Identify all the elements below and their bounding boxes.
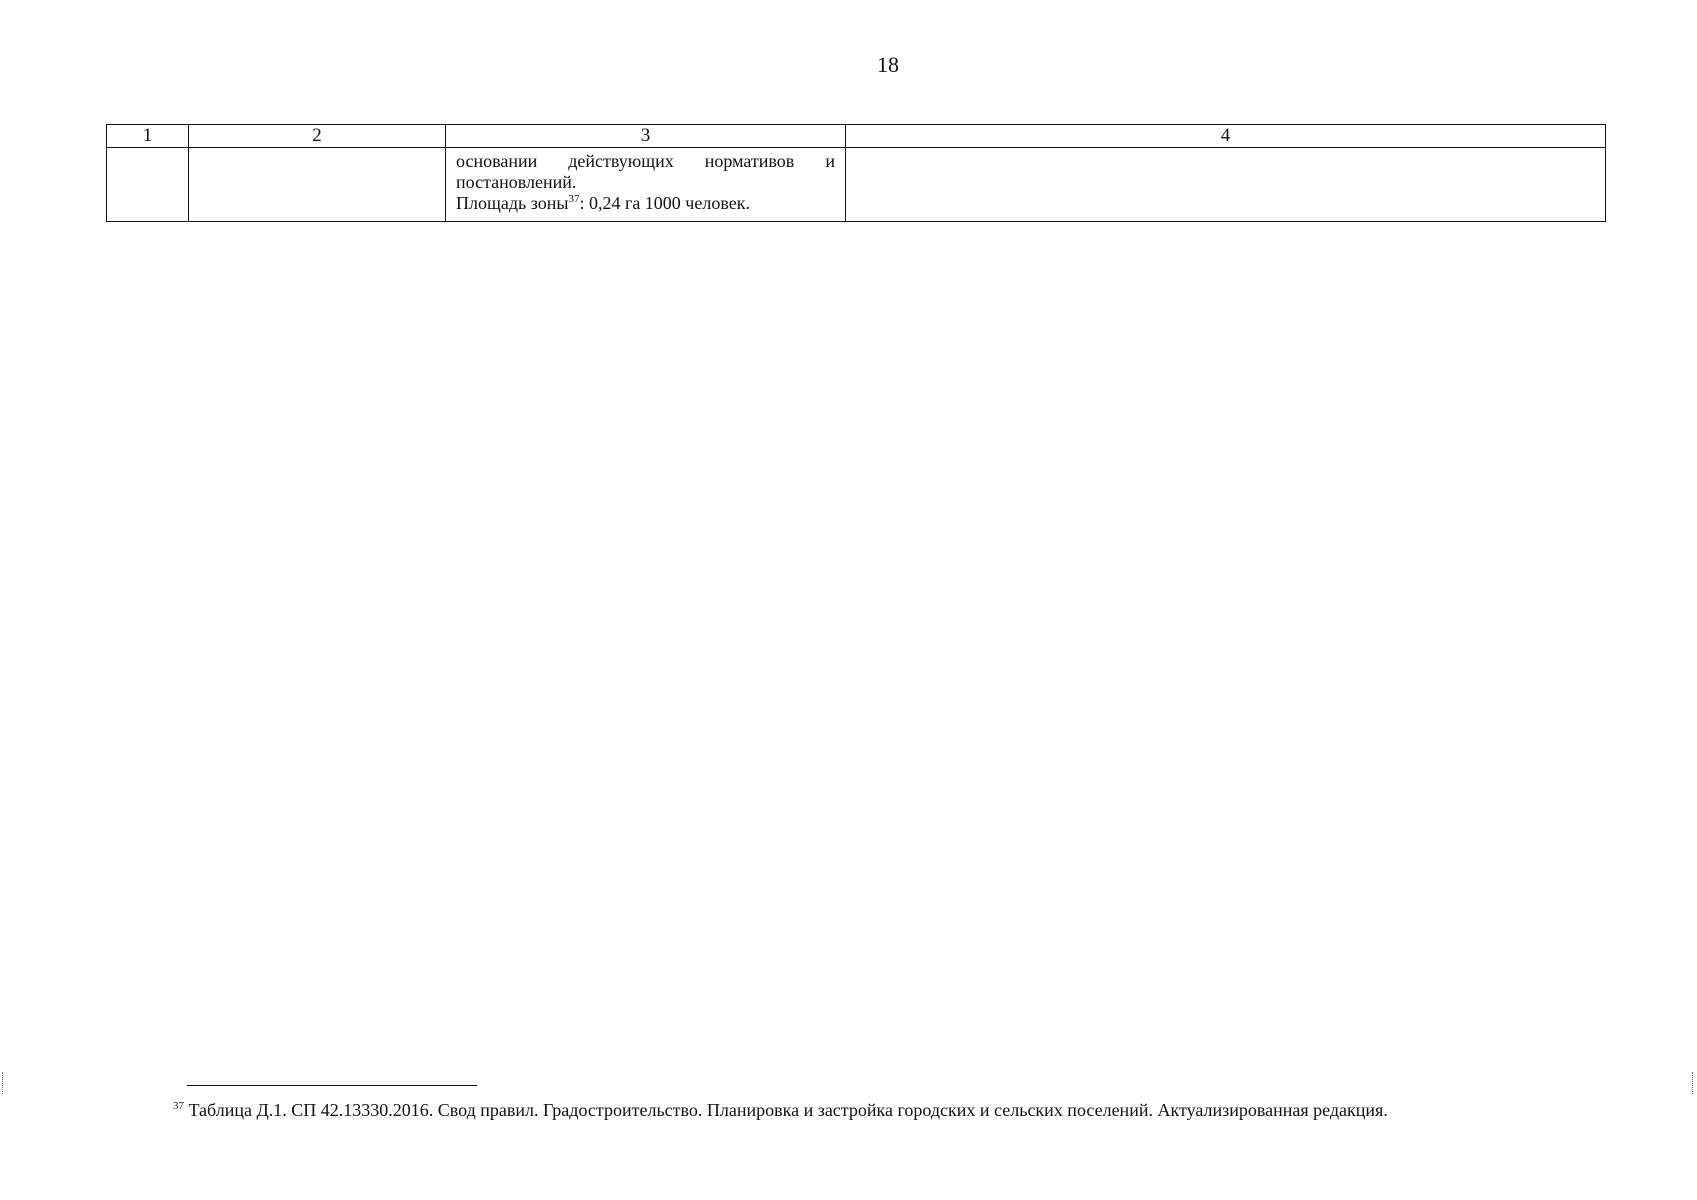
table-cell-col2 <box>189 148 446 222</box>
column-header-3: 3 <box>446 125 846 148</box>
scan-edge-mark <box>1692 1072 1695 1094</box>
cell-text-line: постановлений. <box>456 172 577 192</box>
cell-text-line: основании действующих нормативов и <box>456 151 835 171</box>
cell-text-line <box>456 193 835 214</box>
page-number: 18 <box>877 52 899 77</box>
scan-edge-mark <box>2 1072 5 1094</box>
column-header-1: 1 <box>107 125 189 148</box>
table-row <box>107 148 1606 222</box>
document-table <box>106 124 1606 222</box>
table-cell-col4 <box>846 148 1606 222</box>
table-header-row <box>107 125 1606 148</box>
table-cell-col3 <box>446 148 846 222</box>
footnote-reference[interactable]: 37 <box>568 193 580 205</box>
footnote-marker: 37 <box>173 1100 184 1112</box>
table-cell-col1 <box>107 148 189 222</box>
footnote-text: Таблица Д.1. СП 42.13330.2016. Свод правил. Градостроительство. Планировка и застройка городских и сельских поселений. Актуализированная редакция. <box>184 1100 1388 1120</box>
footnote <box>173 1100 1623 1121</box>
zone-area-label: Площадь зоны <box>456 193 569 213</box>
zone-area-value: : 0,24 га 1000 человек. <box>579 193 750 213</box>
footnote-separator <box>187 1085 477 1086</box>
column-header-4: 4 <box>846 125 1606 148</box>
column-header-2: 2 <box>189 125 446 148</box>
